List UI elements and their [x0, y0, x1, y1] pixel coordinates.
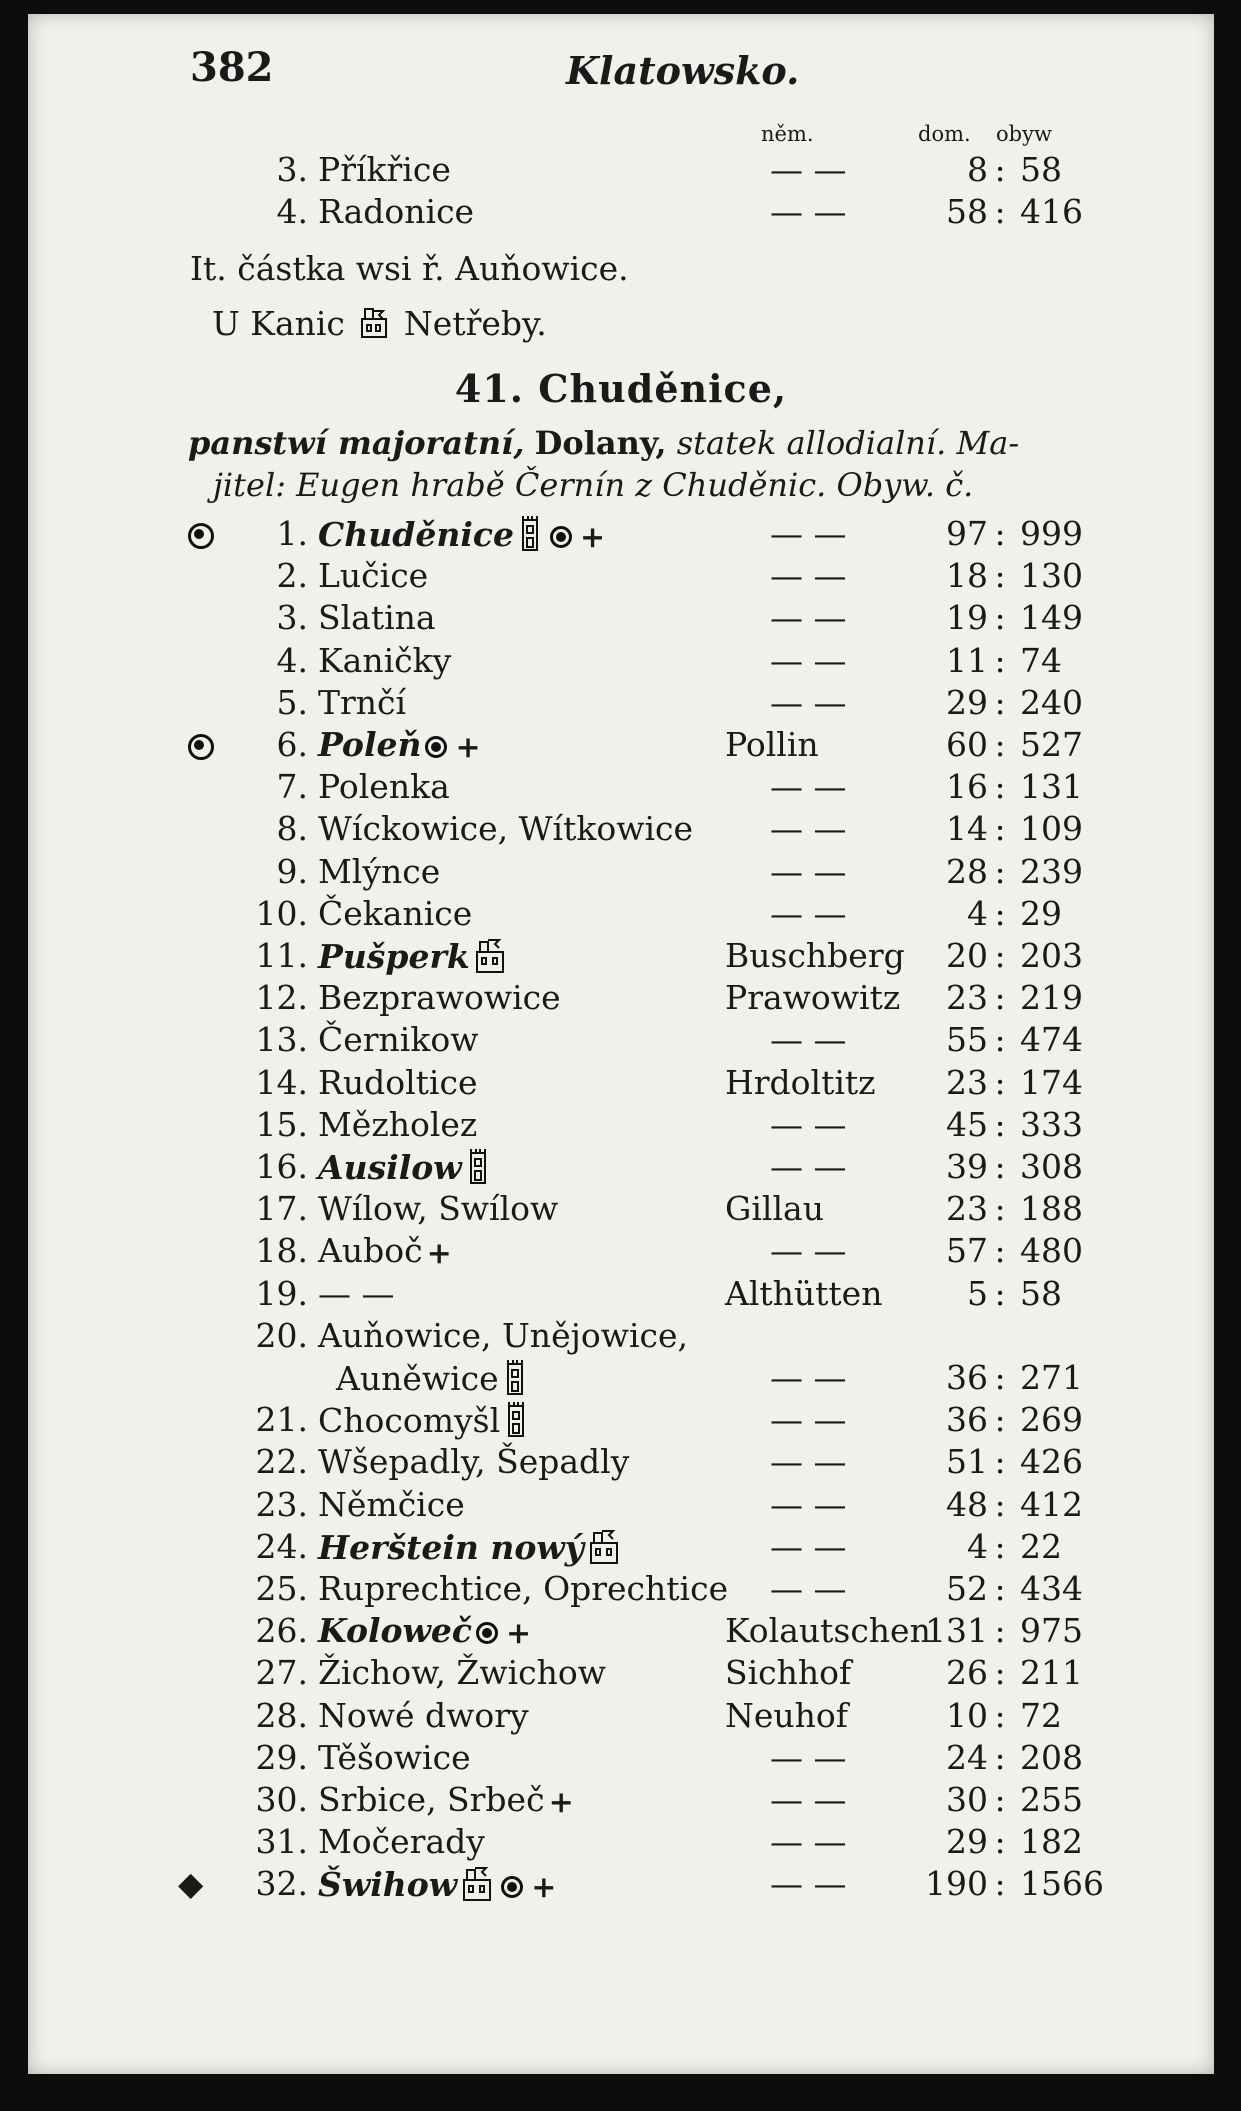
- entry-dom: 28: [946, 851, 988, 891]
- entry-separator: :: [994, 767, 1006, 807]
- entry-german-name: — —: [770, 556, 847, 596]
- tower-icon: [518, 514, 542, 560]
- entry-name-cell: [318, 1316, 688, 1355]
- entry-separator: :: [994, 1653, 1006, 1693]
- entry-dom: 11: [946, 640, 988, 680]
- top-row-number: 3.: [276, 150, 308, 189]
- entry-name: Ruprechtice, Oprechtice: [318, 1569, 729, 1608]
- entry-german-name: — —: [770, 1442, 847, 1482]
- entry-german-name: Hrdoltitz: [725, 1062, 876, 1102]
- entry-separator: :: [994, 1147, 1006, 1186]
- entry-dom: 55: [946, 1020, 988, 1060]
- entry-german-name: — —: [770, 809, 847, 849]
- entry-separator: :: [994, 1020, 1006, 1060]
- entry-obyw: 219: [1020, 978, 1083, 1018]
- entry-name: — —: [318, 1273, 395, 1313]
- entry-obyw: 188: [1020, 1189, 1083, 1229]
- entry-name-cell: [318, 1864, 560, 1910]
- entry-number: 16.: [255, 1147, 308, 1186]
- entry-name-cell: [318, 1653, 606, 1692]
- entry-name-cell: [318, 936, 510, 982]
- entry-separator: :: [994, 1189, 1006, 1229]
- entry-dom: 10: [946, 1695, 988, 1735]
- entry-obyw: 109: [1020, 809, 1083, 849]
- castle-icon: [588, 1527, 620, 1573]
- top-row-german-name: — —: [770, 150, 847, 189]
- entry-obyw: 130: [1020, 556, 1083, 596]
- entry-number: 14.: [255, 1062, 308, 1102]
- entry-german-name: — —: [770, 1780, 847, 1819]
- intro-part-a: panstwí majoratní,: [188, 424, 525, 462]
- entry-number: 13.: [255, 1020, 308, 1060]
- entry-obyw: 527: [1020, 725, 1083, 764]
- entry-german-name: — —: [770, 1526, 847, 1566]
- entry-separator: :: [994, 1526, 1006, 1566]
- entry-name: Mězholez: [318, 1104, 478, 1144]
- bullet-circle-icon: [501, 1876, 523, 1898]
- top-row-name: Příkřice: [318, 150, 451, 189]
- entry-german-name: Prawowitz: [725, 978, 901, 1018]
- entry-obyw: 1566: [1020, 1864, 1104, 1904]
- entry-dom: 5: [967, 1273, 988, 1313]
- entry-separator: :: [994, 1569, 1006, 1608]
- note-line-2-post: Netřeby.: [403, 304, 547, 343]
- entry-dom: 30: [946, 1780, 988, 1819]
- entry-separator: :: [994, 1484, 1006, 1524]
- entry-name: Auboč: [318, 1231, 423, 1271]
- entry-german-name: — —: [770, 1147, 847, 1186]
- entry-dom: 4: [967, 893, 988, 933]
- entry-dom: 19: [946, 598, 988, 638]
- entry-name: Poleň: [318, 725, 422, 764]
- entry-obyw: 333: [1020, 1104, 1083, 1144]
- entry-german-name: — —: [770, 598, 847, 638]
- entry-dom: 24: [946, 1737, 988, 1777]
- entry-name: Polenka: [318, 767, 450, 807]
- entry-number: 1.: [276, 514, 308, 553]
- entry-dom: 16: [946, 767, 988, 807]
- entry-obyw: 474: [1020, 1020, 1083, 1060]
- top-row-number: 4.: [276, 192, 308, 231]
- entry-separator: :: [994, 1400, 1006, 1440]
- entry-name-cell: [318, 1611, 535, 1651]
- entry-name: Ausilow: [318, 1148, 462, 1187]
- note-line-2-pre: U Kanic: [212, 304, 345, 343]
- entry-german-name: — —: [770, 1358, 847, 1397]
- top-row-separator: :: [994, 192, 1006, 231]
- entry-name-cell: [318, 1780, 578, 1820]
- top-row-obyw: 416: [1020, 192, 1083, 231]
- entry-number: 15.: [255, 1104, 308, 1144]
- entry-dom: 36: [946, 1358, 988, 1397]
- entry-dom: 57: [946, 1231, 988, 1271]
- entry-dom: 48: [946, 1484, 988, 1524]
- entry-number: 7.: [276, 767, 308, 807]
- entry-dom: 23: [946, 1062, 988, 1102]
- entry-name-cell: [318, 1822, 485, 1861]
- entry-separator: :: [994, 725, 1006, 764]
- entry-separator: :: [994, 1062, 1006, 1102]
- entry-obyw: 239: [1020, 851, 1083, 891]
- entry-separator: :: [994, 1780, 1006, 1819]
- entry-name: Pušperk: [318, 937, 470, 976]
- section-title: [28, 366, 1214, 411]
- entry-dom: 36: [946, 1400, 988, 1440]
- section-number: 41.: [454, 366, 525, 411]
- entry-number: 30.: [255, 1780, 308, 1819]
- entry-dom: 23: [946, 1189, 988, 1229]
- tower-icon: [503, 1358, 527, 1404]
- entry-number: 25.: [255, 1569, 308, 1608]
- entry-name-cell: [318, 894, 472, 933]
- entry-obyw: 182: [1020, 1822, 1083, 1862]
- entry-german-name: Kolautschen: [725, 1611, 931, 1651]
- bullet-circle-icon: [550, 526, 572, 548]
- top-row-separator: :: [994, 150, 1006, 189]
- entry-dom: 20: [946, 936, 988, 975]
- entry-name-cell: [318, 1147, 494, 1193]
- entry-obyw: 72: [1020, 1695, 1062, 1735]
- entry-name: Bezprawowice: [318, 978, 561, 1018]
- entry-name: Herštein nowý: [318, 1527, 584, 1567]
- intro-part-b: Dolany,: [534, 424, 667, 462]
- entry-separator: :: [994, 1231, 1006, 1271]
- entry-number: 18.: [255, 1231, 308, 1271]
- entry-obyw: 131: [1020, 767, 1083, 807]
- entry-number: 10.: [255, 893, 308, 933]
- entry-number: 31.: [255, 1822, 308, 1862]
- entry-dom: 97: [946, 514, 988, 553]
- cross-icon: +: [579, 519, 606, 555]
- entry-obyw: 22: [1020, 1526, 1062, 1566]
- entry-dom: 51: [946, 1442, 988, 1482]
- cross-icon: +: [548, 1784, 574, 1820]
- entry-obyw: 999: [1020, 514, 1083, 553]
- entry-name-cell: [318, 598, 436, 637]
- entry-name-cell: [318, 1485, 465, 1524]
- entry-name-cell: [318, 1063, 477, 1102]
- entry-name-cell: [318, 1696, 529, 1735]
- entry-separator: :: [994, 893, 1006, 933]
- note-line-1: It. částka wsi ř. Auňowice.: [190, 249, 629, 288]
- entry-obyw: 203: [1020, 936, 1083, 975]
- entry-number: 21.: [255, 1400, 308, 1440]
- entry-german-name: Sichhof: [725, 1653, 852, 1693]
- column-header-dom: dom.: [918, 122, 971, 146]
- entry-german-name: — —: [770, 1400, 847, 1440]
- page-number: 382: [190, 44, 274, 91]
- entry-obyw: 271: [1020, 1358, 1083, 1397]
- entry-name-cell: [318, 1189, 558, 1228]
- entry-separator: :: [994, 1822, 1006, 1862]
- entry-name-cell: [318, 1400, 532, 1446]
- entry-dom: 23: [946, 978, 988, 1018]
- entry-name-cell: [318, 1738, 471, 1777]
- entry-name-cell: [318, 767, 450, 806]
- entry-separator: :: [994, 682, 1006, 722]
- entry-obyw: 255: [1020, 1780, 1083, 1819]
- entry-german-name: Althütten: [725, 1273, 883, 1313]
- entry-german-name: — —: [770, 514, 847, 553]
- entry-name: Šwihow: [318, 1865, 458, 1905]
- entry-name: Srbice, Srbeč: [318, 1780, 545, 1819]
- top-row-name: Radonice: [318, 192, 475, 231]
- top-row-name-cell: [318, 192, 474, 231]
- entry-dom: 29: [946, 1822, 988, 1862]
- entry-name: Chocomyšl: [318, 1401, 501, 1441]
- entry-number: 17.: [255, 1189, 308, 1229]
- entry-separator: :: [994, 1442, 1006, 1482]
- entry-name: Rudoltice: [318, 1062, 478, 1102]
- bullet-circle-icon: [425, 736, 447, 758]
- entry-separator: :: [994, 1611, 1006, 1651]
- entry-dom: 131: [925, 1611, 988, 1651]
- entry-dom: 45: [946, 1104, 988, 1144]
- entry-name-cell: [318, 641, 451, 680]
- entry-german-name: — —: [770, 682, 847, 722]
- tower-icon: [504, 1400, 528, 1446]
- entry-german-name: — —: [770, 1484, 847, 1524]
- entry-german-name: Pollin: [725, 725, 819, 764]
- section-name: Chuděnice,: [538, 366, 788, 411]
- section-intro-line-2: jitel: Eugen hrabě Černín z Chuděnic. Obyw. č.: [213, 466, 974, 504]
- entry-name-cell: [318, 852, 440, 891]
- entry-german-name: — —: [770, 1020, 847, 1060]
- entry-dom: 4: [967, 1526, 988, 1566]
- entry-obyw: 240: [1020, 682, 1083, 722]
- intro-part-c: statek allodialní. Ma-: [676, 424, 1020, 462]
- castle-icon: [461, 1864, 493, 1910]
- entry-dom: 60: [946, 725, 988, 764]
- entry-obyw: 480: [1020, 1231, 1083, 1271]
- entry-name-cell: [318, 809, 693, 848]
- cross-icon: +: [531, 1869, 557, 1905]
- entry-separator: :: [994, 851, 1006, 891]
- entry-name: Lučice: [318, 556, 429, 596]
- entry-obyw: 208: [1020, 1737, 1083, 1777]
- entry-name: Chuděnice: [318, 515, 514, 554]
- entry-obyw: 211: [1020, 1653, 1083, 1693]
- entry-dom: 26: [946, 1653, 988, 1693]
- entry-name-cell: [318, 1442, 629, 1481]
- bullet-circle-icon: [476, 1622, 498, 1644]
- entry-separator: :: [994, 514, 1006, 553]
- book-page: [28, 14, 1214, 2074]
- entry-german-name: — —: [770, 640, 847, 680]
- entry-obyw: 308: [1020, 1147, 1083, 1186]
- cross-icon: +: [506, 1615, 532, 1651]
- cross-icon: +: [426, 1235, 452, 1271]
- entry-name: Žichow, Žwichow: [318, 1653, 606, 1693]
- entry-german-name: Buschberg: [725, 936, 905, 975]
- castle-icon: [359, 305, 389, 347]
- tower-icon: [466, 1147, 490, 1193]
- entry-name-cell: [336, 1358, 531, 1404]
- entry-dom: 52: [946, 1569, 988, 1608]
- entry-number: 20.: [255, 1315, 308, 1355]
- entry-obyw: 149: [1020, 598, 1083, 638]
- entry-separator: :: [994, 598, 1006, 638]
- entry-name-cell: [318, 556, 428, 595]
- castle-icon: [474, 936, 506, 982]
- entry-obyw: 74: [1020, 640, 1062, 680]
- entry-separator: :: [994, 556, 1006, 596]
- entry-separator: :: [994, 640, 1006, 680]
- top-row-dom: 8: [967, 150, 988, 189]
- entry-name: Čekanice: [318, 893, 473, 933]
- entry-number: 29.: [255, 1737, 308, 1777]
- entry-number: 19.: [255, 1273, 308, 1313]
- chateau-marker-icon: ◆: [178, 1864, 204, 1904]
- entry-number: 5.: [276, 682, 308, 722]
- entry-dom: 18: [946, 556, 988, 596]
- entry-german-name: — —: [770, 767, 847, 807]
- entry-name: Wílow, Swílow: [318, 1189, 559, 1229]
- running-title: Klatowsko.: [566, 48, 800, 93]
- entry-obyw: 975: [1020, 1611, 1083, 1651]
- entry-german-name: Gillau: [725, 1189, 824, 1229]
- column-header-nem: něm.: [761, 122, 814, 146]
- entry-number: 23.: [255, 1484, 308, 1524]
- entry-name: Wíckowice, Wítkowice: [318, 809, 694, 849]
- entry-separator: :: [994, 1737, 1006, 1777]
- entry-name: Wšepadly, Šepadly: [318, 1442, 630, 1482]
- entry-name: Těšowice: [318, 1737, 471, 1777]
- entry-separator: :: [994, 936, 1006, 975]
- entry-name: Kaničky: [318, 640, 452, 680]
- entry-obyw: 426: [1020, 1442, 1083, 1482]
- entry-number: 6.: [276, 725, 308, 764]
- entry-number: 3.: [276, 598, 308, 638]
- entry-number: 28.: [255, 1695, 308, 1735]
- entry-german-name: — —: [770, 1231, 847, 1271]
- entry-number: 2.: [276, 556, 308, 596]
- entry-obyw: 29: [1020, 893, 1062, 933]
- entry-name: Slatina: [318, 598, 436, 638]
- entry-separator: :: [994, 1864, 1006, 1904]
- entry-obyw: 174: [1020, 1062, 1083, 1102]
- entry-name-cell: [318, 683, 406, 722]
- top-row-name-cell: [318, 150, 451, 189]
- entry-dom: 39: [946, 1147, 988, 1186]
- entry-name-cell: [318, 1105, 477, 1144]
- entry-name: Auňowice, Unějowice,: [318, 1315, 688, 1355]
- entry-obyw: 58: [1020, 1273, 1062, 1313]
- entry-number: 4.: [276, 640, 308, 680]
- entry-dom: 29: [946, 682, 988, 722]
- entry-separator: :: [994, 1273, 1006, 1313]
- top-row-obyw: 58: [1020, 150, 1062, 189]
- entry-german-name: — —: [770, 851, 847, 891]
- entry-german-name: — —: [770, 1737, 847, 1777]
- entry-separator: :: [994, 809, 1006, 849]
- cross-icon: +: [455, 729, 481, 765]
- note-line-2: [212, 304, 547, 347]
- entry-german-name: — —: [770, 1569, 847, 1608]
- entry-name: Mlýnce: [318, 851, 441, 891]
- entry-obyw: 269: [1020, 1400, 1083, 1440]
- entry-number: 24.: [255, 1526, 308, 1566]
- entry-name: Auněwice: [336, 1359, 499, 1398]
- entry-name-cell: [318, 1231, 456, 1271]
- entry-name: Močerady: [318, 1822, 485, 1862]
- entry-number: 22.: [255, 1442, 308, 1482]
- entry-name-cell: [318, 1527, 624, 1573]
- top-row-german-name: — —: [770, 192, 847, 231]
- entry-name-cell: [318, 514, 609, 560]
- entry-name-cell: [318, 1569, 728, 1608]
- entry-separator: :: [994, 1358, 1006, 1397]
- entry-dom: 14: [946, 809, 988, 849]
- entry-number: 8.: [276, 809, 308, 849]
- entry-number: 12.: [255, 978, 308, 1018]
- entry-obyw: 412: [1020, 1484, 1083, 1524]
- entry-name-cell: [318, 725, 485, 765]
- entry-number: 9.: [276, 851, 308, 891]
- entry-name: Nowé dwory: [318, 1695, 529, 1735]
- section-intro-line-1: [188, 424, 1019, 462]
- entry-separator: :: [994, 1104, 1006, 1144]
- entry-name-cell: [318, 1020, 478, 1059]
- entry-number: 26.: [255, 1611, 308, 1651]
- entry-german-name: Neuhof: [725, 1695, 848, 1735]
- entry-german-name: — —: [770, 893, 847, 933]
- entry-name: Černikow: [318, 1020, 479, 1060]
- entry-german-name: — —: [770, 1104, 847, 1144]
- entry-obyw: 434: [1020, 1569, 1083, 1608]
- entry-name-cell: [318, 1274, 395, 1313]
- entry-number: 32.: [255, 1864, 308, 1904]
- entry-number: 11.: [255, 936, 308, 975]
- entry-name: Němčice: [318, 1484, 465, 1524]
- entry-separator: :: [994, 978, 1006, 1018]
- entry-name: Trnčí: [318, 682, 407, 722]
- entry-german-name: — —: [770, 1822, 847, 1862]
- entry-name-cell: [318, 978, 561, 1017]
- entry-separator: :: [994, 1695, 1006, 1735]
- top-row-dom: 58: [946, 192, 988, 231]
- column-header-obyw: obyw: [996, 122, 1052, 146]
- entry-dom: 190: [925, 1864, 988, 1904]
- entry-german-name: — —: [770, 1864, 847, 1904]
- entry-name: Koloweč: [318, 1611, 473, 1651]
- entry-number: 27.: [255, 1653, 308, 1693]
